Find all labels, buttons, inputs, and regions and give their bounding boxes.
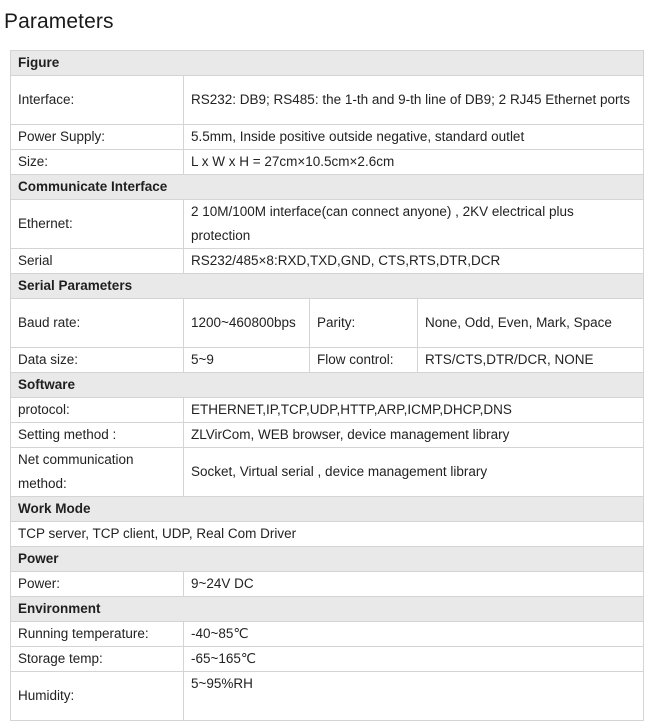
table-row-interface — [11, 76, 644, 125]
parameters-table — [10, 50, 644, 721]
table-row-power-supply — [11, 125, 644, 150]
flow-control-label: Flow control: — [310, 348, 418, 373]
data-size-value: 5~9 — [184, 348, 310, 373]
table-row-power — [11, 572, 644, 597]
storage-temp-label: Storage temp: — [11, 647, 184, 672]
work-mode-value: TCP server, TCP client, UDP, Real Com Driver — [11, 522, 644, 547]
section-heading-power: Power — [11, 547, 644, 572]
serial-value: RS232/485×8:RXD,TXD,GND, CTS,RTS,DTR,DCR — [184, 249, 644, 274]
flow-control-value: RTS/CTS,DTR/DCR, NONE — [418, 348, 644, 373]
size-label: Size: — [11, 150, 184, 175]
table-row-size — [11, 150, 644, 175]
section-serial-parameters — [11, 274, 644, 299]
section-communicate-interface — [11, 175, 644, 200]
table-row-storage-temp — [11, 647, 644, 672]
storage-temp-value: -65~165℃ — [184, 647, 644, 672]
table-row-protocol — [11, 398, 644, 423]
net-communication-label: Net communication method: — [11, 448, 184, 497]
section-work-mode — [11, 497, 644, 522]
section-figure — [11, 51, 644, 76]
setting-method-value: ZLVirCom, WEB browser, device management library — [184, 423, 644, 448]
section-heading-serial-parameters: Serial Parameters — [11, 274, 644, 299]
table-row-net-communication — [11, 448, 644, 497]
section-heading-work-mode: Work Mode — [11, 497, 644, 522]
table-row-work-mode — [11, 522, 644, 547]
ethernet-value: 2 10M/100M interface(can connect anyone) , 2KV electrical plus protection — [184, 200, 644, 249]
data-size-label: Data size: — [11, 348, 184, 373]
table-row-setting-method — [11, 423, 644, 448]
table-row-ethernet — [11, 200, 644, 249]
protocol-value: ETHERNET,IP,TCP,UDP,HTTP,ARP,ICMP,DHCP,DNS — [184, 398, 644, 423]
setting-method-label: Setting method : — [11, 423, 184, 448]
humidity-value: 5~95%RH — [184, 672, 644, 721]
humidity-label: Humidity: — [11, 672, 184, 721]
table-row-serial — [11, 249, 644, 274]
protocol-label: protocol: — [11, 398, 184, 423]
section-heading-environment: Environment — [11, 597, 644, 622]
parity-label: Parity: — [310, 299, 418, 348]
table-row-humidity — [11, 672, 644, 721]
baud-rate-value: 1200~460800bps — [184, 299, 310, 348]
size-value: L x W x H = 27cm×10.5cm×2.6cm — [184, 150, 644, 175]
section-power — [11, 547, 644, 572]
table-row-baud-rate — [11, 299, 644, 348]
section-environment — [11, 597, 644, 622]
section-heading-figure: Figure — [11, 51, 644, 76]
power-value: 9~24V DC — [184, 572, 644, 597]
net-communication-value: Socket, Virtual serial , device management library — [184, 448, 644, 497]
running-temperature-value: -40~85℃ — [184, 622, 644, 647]
power-supply-value: 5.5mm, Inside positive outside negative, standard outlet — [184, 125, 644, 150]
section-heading-software: Software — [11, 373, 644, 398]
baud-rate-label: Baud rate: — [11, 299, 184, 348]
table-row-data-size — [11, 348, 644, 373]
serial-label: Serial — [11, 249, 184, 274]
running-temperature-label: Running temperature: — [11, 622, 184, 647]
interface-value: RS232: DB9; RS485: the 1-th and 9-th line of DB9; 2 RJ45 Ethernet ports — [184, 76, 644, 125]
ethernet-label: Ethernet: — [11, 200, 184, 249]
section-software — [11, 373, 644, 398]
table-row-running-temperature — [11, 622, 644, 647]
page-title: Parameters — [4, 10, 114, 33]
section-heading-communicate-interface: Communicate Interface — [11, 175, 644, 200]
parity-value: None, Odd, Even, Mark, Space — [418, 299, 644, 348]
power-label: Power: — [11, 572, 184, 597]
interface-label: Interface: — [11, 76, 184, 125]
power-supply-label: Power Supply: — [11, 125, 184, 150]
